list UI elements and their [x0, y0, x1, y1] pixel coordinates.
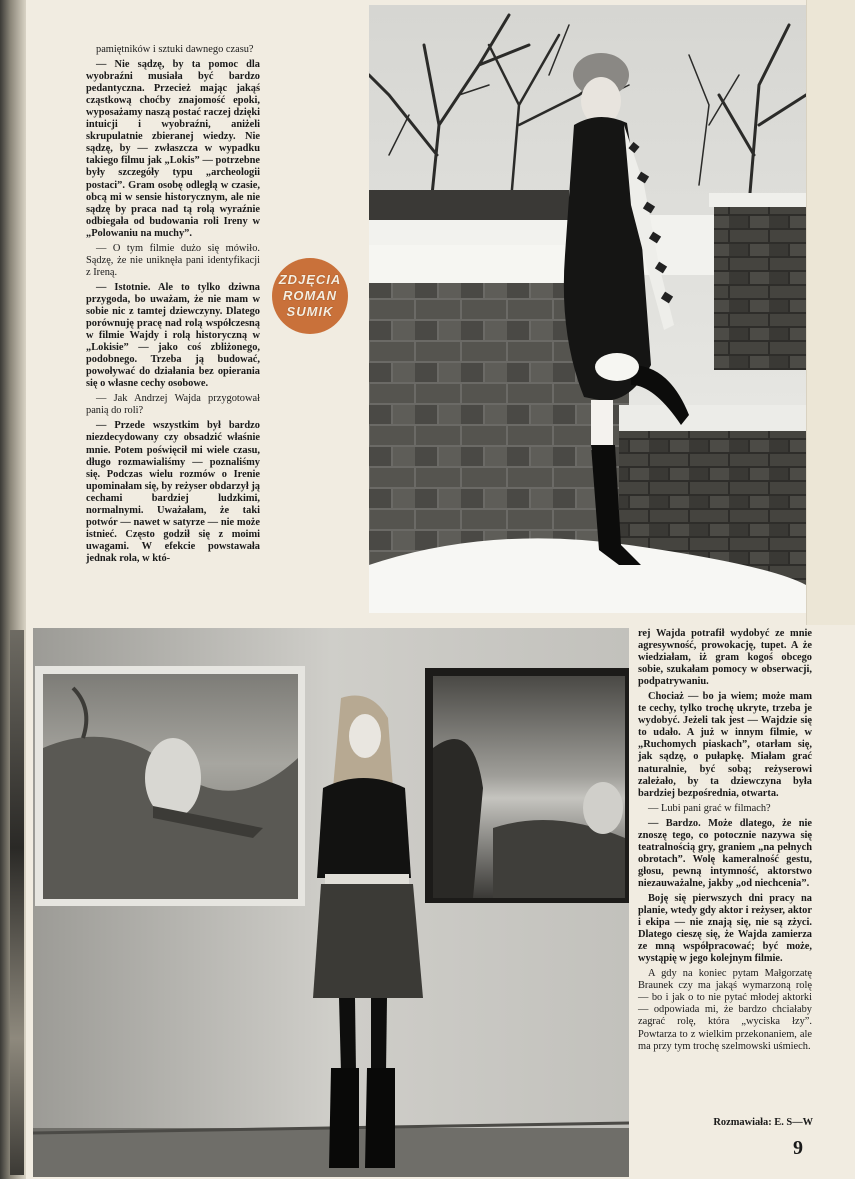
- paragraph: Boję się pierwszych dni pracy na planie, wtedy gdy aktor i reżyser, aktor i ekipa — nie znają się, nie są zżyci. Dlatego cieszę się, że Wajda zamierza ze mną współpracować; być może, wystąpię w jego kolejnym filmie.: [638, 892, 812, 965]
- paragraph: Chociaż — bo ja wiem; może mam te cechy, tylko trochę ukryte, trzeba je wydobyć. Jeżeli tak jest — Wajdzie się to udało. A już w innym filmie, w „Ruchomych piaskach”, otarłam się, jak sądzę, o pułapkę. Miałam grać naturalnie, być sobą; reżyserowi zależało, by ta dziewczyna była bardziej bezpośrednia, otwarta.: [638, 691, 812, 799]
- article-column-right: [638, 628, 812, 1056]
- photo-credit-line: ROMAN: [282, 288, 338, 303]
- paragraph: pamiętników i sztuki dawnego czasu?: [96, 44, 254, 55]
- paragraph: — Istotnie. Ale to tylko dziwna przygoda, bo uważam, że nie mam w sobie nic z tamtej dziewczyny. Dlatego porównuję pracę nad rolą współczesną w filmie Wajdy i rolą historyczną w „Lokisie” — jako coś zbliżonego, podobnego. Trzeba ją budować, powoływać do działania bez opierania się o własne cechy osobowe.: [86, 281, 260, 390]
- page-margin-right: [806, 0, 855, 625]
- photo-winter-wall-image: [369, 5, 806, 613]
- photo-gallery: [33, 628, 629, 1177]
- photo-credit-line: SUMIK: [286, 304, 334, 319]
- paragraph: — O tym filmie dużo się mówiło. Sądzę, że nie uniknęła pani identyfikacji z Ireną.: [86, 242, 260, 278]
- paragraph: — Nie sądzę, by ta pomoc dla wyobraźni musiała być bardzo pedantyczna. Przecież mając jakąś cząstkową choćby znajomość epoki, wyposażamy naszą postać raczej dzięki intuicji i wyobraźni, aniżeli skrupulatnie zbieranej wiedzy. Nie sądzę, by — zwłaszcza w wypadku takiego filmu jak „Lokis” — potrzebne były szczegóły typu „archeologii postaci”. Gram osobę odległą w czasie, obcą mi w sensie historycznym, ale nie sądzę by praca nad tą rolą wyraźnie odbiegała od budowania roli Ireny w „Polowaniu na muchy”.: [86, 59, 260, 239]
- photo-gallery-image: [33, 628, 629, 1177]
- paragraph: — Bardzo. Może dlatego, że nie znoszę tego, co potocznie nazywa się teatralnością gry, graniem „na pełnych obrotach”. Wolę kameralność gestu, głosu, pewną intymność, aktorstwo niezauważalne, jakby „od niechcenia”.: [638, 817, 812, 889]
- article-column-left: [86, 44, 260, 568]
- author-signature: Rozmawiała: E. S—W: [713, 1117, 813, 1128]
- page-number: 9: [793, 1137, 803, 1159]
- neighbor-page-strip: [10, 630, 24, 1175]
- paragraph: rej Wajda potrafił wydobyć ze mnie agresywność, prowokację, tupet. A że wiedziałam, iż gram kogoś obcego sobie, szukałam pomocy w obserwacji, podpatrywaniu.: [638, 628, 812, 688]
- paragraph: — Jak Andrzej Wajda przygotował panią do roli?: [86, 393, 260, 417]
- paragraph: — Przede wszystkim był bardzo niezdecydowany czy obsadzić właśnie mnie. Potem poświęcił mi wiele czasu, długo rozmawialiśmy — poznaliśmy się. Podczas wielu rozmów o Irenie upominałam się, by reżyser obdarzył ją cechami bardziej ludzkimi, normalnymi. Uważałam, że taki potwór — nawet w satyrze — nie może istnieć. Często godził się z moimi uwagami. W efekcie powstawała jednak rola, w któ-: [86, 420, 260, 564]
- photo-credit-line: ZDJĘCIA: [278, 272, 342, 287]
- photo-credit-badge: [272, 258, 348, 334]
- paragraph: A gdy na koniec pytam Małgorzatę Braunek czy ma jakąś wymarzoną rolę — bo i jak o to nie pytać młodej aktorki — odpowiada mi, że bardzo chciałaby zagrać rolę, która „wyciska łzy”. Powtarza to z wielkim przekonaniem, ale ma przy tym trochę szelmowski uśmiech.: [638, 968, 812, 1052]
- paragraph: — Lubi pani grać w filmach?: [648, 802, 771, 814]
- photo-winter-wall: [369, 5, 806, 613]
